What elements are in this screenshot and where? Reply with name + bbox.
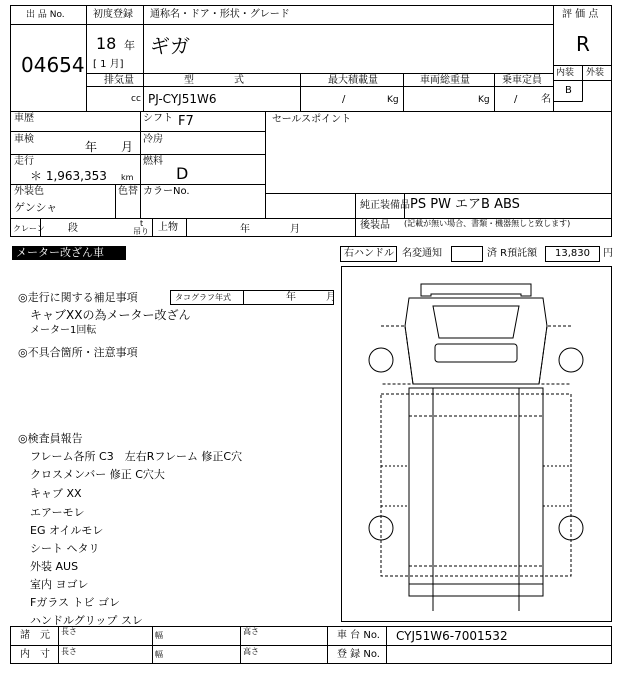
- inspector-line: キャブ XX: [30, 487, 82, 500]
- crane-dan: 段: [68, 223, 78, 234]
- inspector-line: ハンドルグリップ スレ: [30, 614, 143, 627]
- standard-equipment-label: 純正装備品: [360, 200, 410, 211]
- mileage-unit: km: [121, 173, 134, 182]
- color-label: 外装色: [14, 186, 44, 197]
- inspector-line: 室内 ヨゴレ: [30, 578, 89, 591]
- crane-t: t: [140, 219, 144, 228]
- inspector-line: フレーム各所 C3 左右Rフレーム 修正C穴: [30, 450, 243, 463]
- driving-line-1: キャブXXの為メーター改ざん: [30, 308, 191, 322]
- color-no-label: 色替: [118, 186, 138, 197]
- score-value: R: [576, 32, 590, 56]
- meter-tampered-badge: メーター改ざん車: [12, 246, 126, 260]
- model-code: PJ-CYJ51W6: [148, 92, 217, 106]
- aftermarket-label: 後装品: [360, 220, 390, 231]
- height-label: 高さ: [243, 627, 259, 636]
- inspector-line: EG オイルモレ: [30, 524, 104, 537]
- yen-unit: 円: [603, 248, 613, 259]
- width-label-inner: 幅: [155, 650, 163, 659]
- fuel-value: D: [176, 164, 189, 183]
- fuel-label: 燃料: [143, 156, 163, 167]
- name-change-label: 名変通知: [402, 248, 442, 259]
- capacity-unit: 名: [541, 94, 551, 105]
- first-reg-label: 初度登録: [93, 9, 133, 20]
- year-unit: 年: [124, 39, 135, 52]
- inspector-line: シート ヘタリ: [30, 542, 100, 555]
- tax-amount: 13,830: [555, 248, 590, 259]
- aftermarket-note: (記載が無い場合、書類・機器無しと致します): [404, 219, 571, 228]
- dims-label: 諸 元: [20, 630, 50, 641]
- driving-heading: ◎走行に関する補足事項: [18, 291, 138, 304]
- width-label: 幅: [155, 631, 163, 640]
- mileage-label: 走行: [14, 156, 34, 167]
- inspection-label: 車検: [14, 134, 34, 145]
- inner-label: 内 寸: [20, 649, 50, 660]
- max-load-kg: Kg: [387, 95, 399, 105]
- inspection-date: 年 月: [85, 140, 134, 154]
- upper-date: 年 月: [240, 224, 300, 235]
- inspector-line: 外装 AUS: [30, 560, 79, 573]
- mileage-value: ＊ 1,963,353: [30, 169, 107, 183]
- tax-label: 済 R預託額: [487, 248, 538, 259]
- driving-line-2: メーター1回転: [30, 325, 97, 336]
- score-label: 評 価 点: [562, 9, 599, 20]
- lot-label: 出 品 No.: [26, 10, 65, 20]
- displacement-label: 排気量: [104, 75, 134, 86]
- gross-weight-label: 車両総重量: [420, 75, 470, 86]
- max-load-slash: /: [342, 94, 346, 105]
- reg-label: 登 録 No.: [337, 649, 380, 660]
- color-value: ゲンシャ: [14, 201, 58, 214]
- upper-label: 上物: [158, 222, 178, 233]
- inspector-heading: ◎検査員報告: [18, 432, 83, 445]
- car-name: ギガ: [150, 34, 190, 58]
- aircon-label: 冷房: [143, 134, 163, 145]
- sales-point-label: セールスポイント: [272, 114, 352, 125]
- right-hand-drive: 右ハンドル: [344, 248, 394, 259]
- max-load-label: 最大積載量: [328, 75, 378, 86]
- name-label: 通称名・ドア・形状・グレード: [150, 9, 290, 20]
- length-label-inner: 長さ: [61, 647, 77, 656]
- crane-tsuri: 吊り: [133, 227, 149, 236]
- truck-diagram: [341, 266, 611, 621]
- tachograph-date: 年 月: [286, 292, 336, 303]
- first-reg-month: [ 1 月]: [93, 59, 124, 70]
- chassis-number: CYJ51W6-7001532: [396, 629, 508, 643]
- shift-label: シフト: [143, 113, 173, 124]
- first-reg-year: 18: [96, 34, 117, 53]
- capacity-slash: /: [514, 94, 518, 105]
- lot-number: 04654: [21, 53, 85, 77]
- chassis-label: 車 台 No.: [337, 630, 380, 641]
- exterior-label: 外装: [586, 68, 605, 78]
- tachograph-label: タコグラフ年式: [175, 293, 231, 302]
- shift-value: F7: [178, 114, 194, 129]
- inspector-line: エアーモレ: [30, 506, 85, 519]
- defects-heading: ◎不具合箇所・注意事項: [18, 346, 138, 359]
- length-label: 長さ: [61, 627, 77, 636]
- model-label: 型 式: [184, 75, 244, 86]
- interior-score: B: [565, 85, 572, 96]
- inspector-line: クロスメンバー 修正 C穴大: [30, 468, 165, 481]
- color-code-label: カラーNo.: [143, 186, 190, 197]
- gross-weight-kg: Kg: [478, 95, 490, 105]
- height-label-inner: 高さ: [243, 647, 259, 656]
- capacity-label: 乗車定員: [502, 75, 542, 86]
- cc-unit: cc: [131, 94, 141, 104]
- interior-label: 内装: [556, 68, 575, 78]
- history-label: 車歴: [14, 113, 34, 124]
- crane-label: クレーン: [13, 224, 45, 233]
- inspector-line: Fガラス トビ ゴレ: [30, 596, 120, 609]
- standard-equipment: PS PW エアB ABS: [410, 197, 520, 212]
